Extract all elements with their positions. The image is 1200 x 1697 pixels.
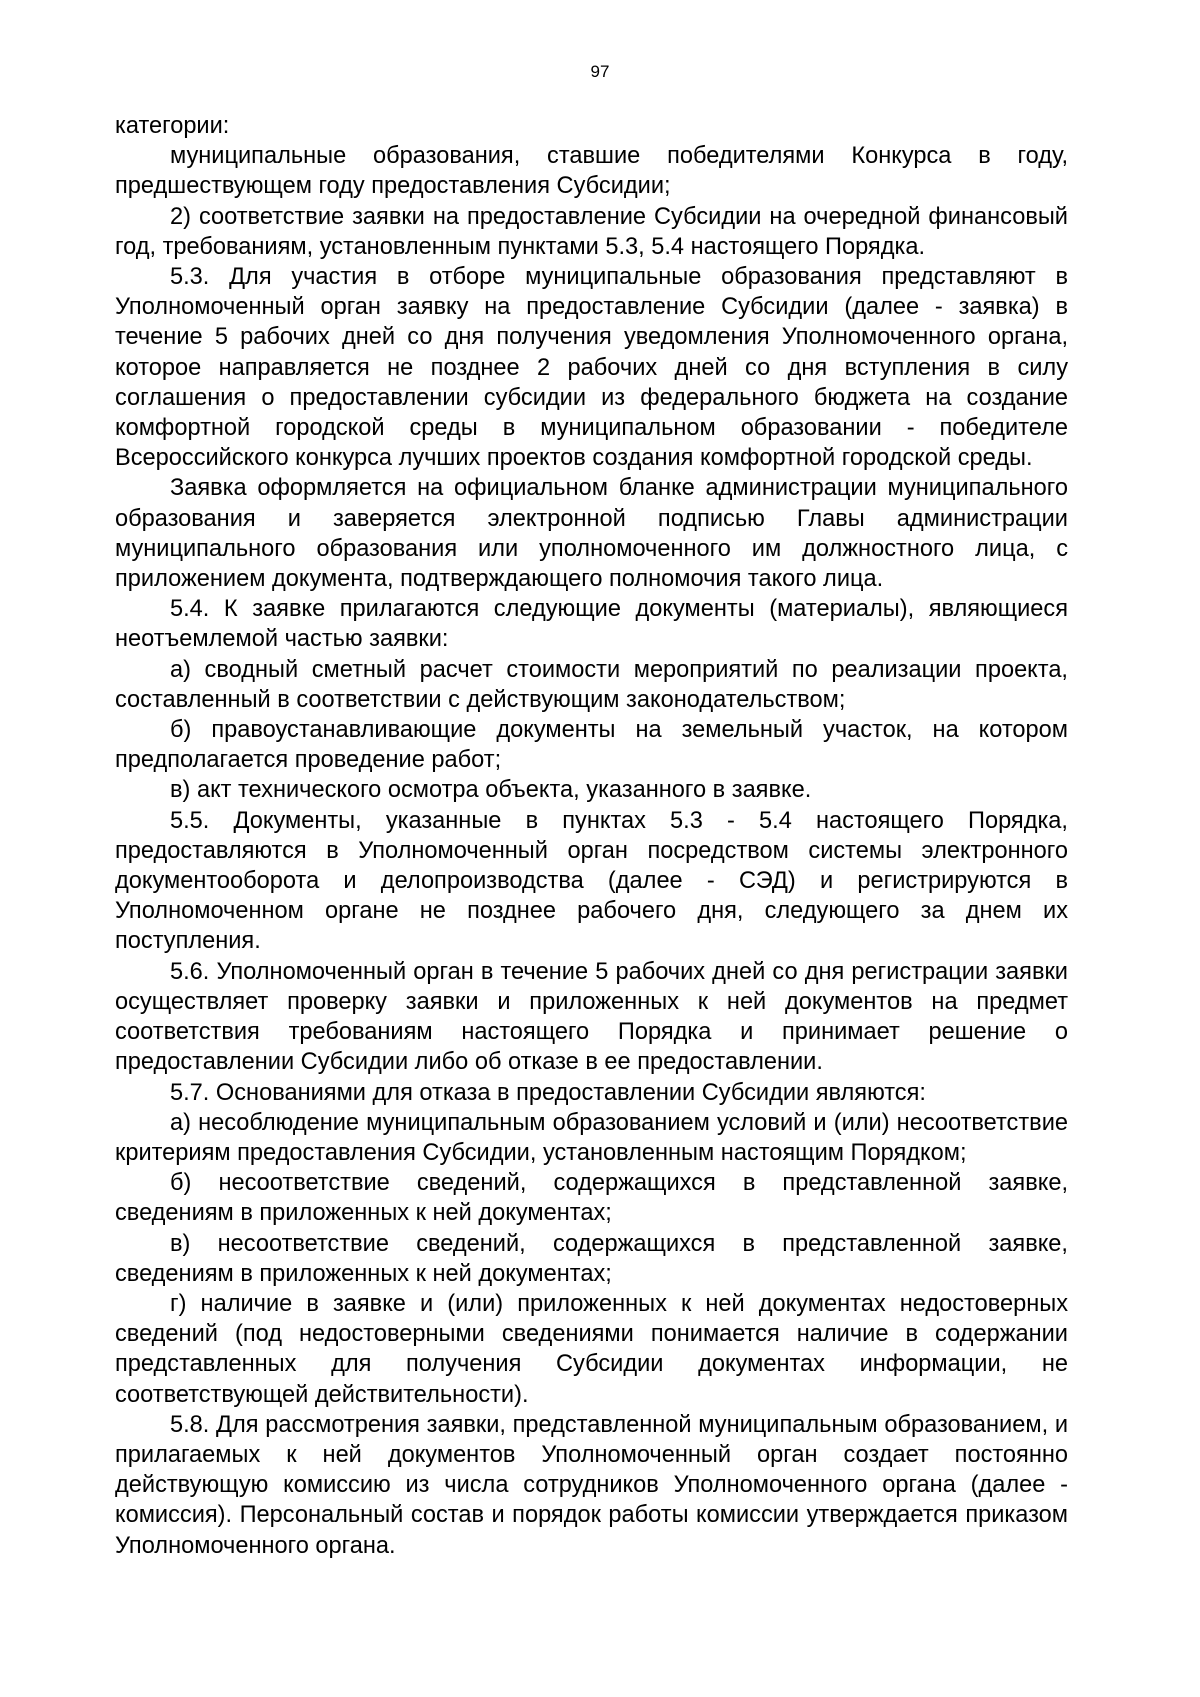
paragraph: 5.3. Для участия в отборе муниципальные образования представляют в Уполномоченный орган заявку на предоставление Субсидии (далее - заявка) в течение 5 рабочих дней со дня получения уведомления Уполномоченного органа, которое направляется не позднее 2 рабочих дней со дня вступления в силу соглашения о предоставлении субсидии из федерального бюджета на создание комфортной городской среды в муниципальном образовании - победителе Всероссийского конкурса лучших проектов создания комфортной городской среды. <box>115 264 1068 472</box>
paragraph: в) акт технического осмотра объекта, указанного в заявке. <box>170 777 812 804</box>
paragraph: Заявка оформляется на официальном бланке администрации муниципального образования и заверяется электронной подписью Главы администрации муниципального образования или уполномоченного им должностного лица, с приложением документа, подтверждающего полномочия такого лица. <box>115 475 1068 593</box>
paragraph: 5.8. Для рассмотрения заявки, представленной муниципальным образованием, и прилагаемых к ней документов Уполномоченный орган создает постоянно действующую комиссию из числа сотрудников Уполномоченного органа (далее - комиссия). Персональный состав и порядок работы комиссии утверждается приказом Уполномоченного органа. <box>115 1411 1068 1559</box>
paragraph: а) сводный сметный расчет стоимости мероприятий по реализации проекта, составленный в соответствии с действующим законодательством; <box>115 656 1068 713</box>
paragraph: 5.4. К заявке прилагаются следующие документы (материалы), являющиеся неотъемлемой частью заявки: <box>115 596 1068 653</box>
page-number: 97 <box>590 62 610 81</box>
paragraph: б) правоустанавливающие документы на земельный участок, на котором предполагается проведение работ; <box>115 717 1068 774</box>
document-body <box>115 111 1068 1561</box>
paragraph: в) несоответствие сведений, содержащихся в представленной заявке, сведениям в приложенных к ней документах; <box>115 1230 1068 1287</box>
paragraph: категории: <box>115 113 230 139</box>
paragraph: муниципальные образования, ставшие победителями Конкурса в году, предшествующем году предоставления Субсидии; <box>115 143 1068 200</box>
paragraph: 5.5. Документы, указанные в пунктах 5.3 - 5.4 настоящего Порядка, предоставляются в Уполномоченный орган посредством системы электронного документооборота и делопроизводства (далее - СЭД) и регистрируются в Уполномоченном органе не позднее рабочего дня, следующего за днем их поступления. <box>115 807 1068 955</box>
paragraph: 5.6. Уполномоченный орган в течение 5 рабочих дней со дня регистрации заявки осуществляет проверку заявки и приложенных к ней документов на предмет соответствия требованиям настоящего Порядка и принимает решение о предоставлении Субсидии либо об отказе в ее предоставлении. <box>115 958 1068 1076</box>
paragraph: 5.7. Основаниями для отказа в предоставлении Субсидии являются: <box>170 1079 926 1106</box>
paragraph: г) наличие в заявке и (или) приложенных к ней документах недостоверных сведений (под недостоверными сведениями понимается наличие в содержании представленных для получения Субсидии документах информации, не соответствующей действительности). <box>115 1290 1068 1408</box>
paragraph: б) несоответствие сведений, содержащихся в представленной заявке, сведениям в приложенных к ней документах; <box>115 1170 1068 1227</box>
paragraph: 2) соответствие заявки на предоставление Субсидии на очередной финансовый год, требованиям, установленным пунктами 5.3, 5.4 настоящего Порядка. <box>115 203 1068 260</box>
paragraph: а) несоблюдение муниципальным образованием условий и (или) несоответствие критериям предоставления Субсидии, установленным настоящим Порядком; <box>115 1109 1068 1166</box>
